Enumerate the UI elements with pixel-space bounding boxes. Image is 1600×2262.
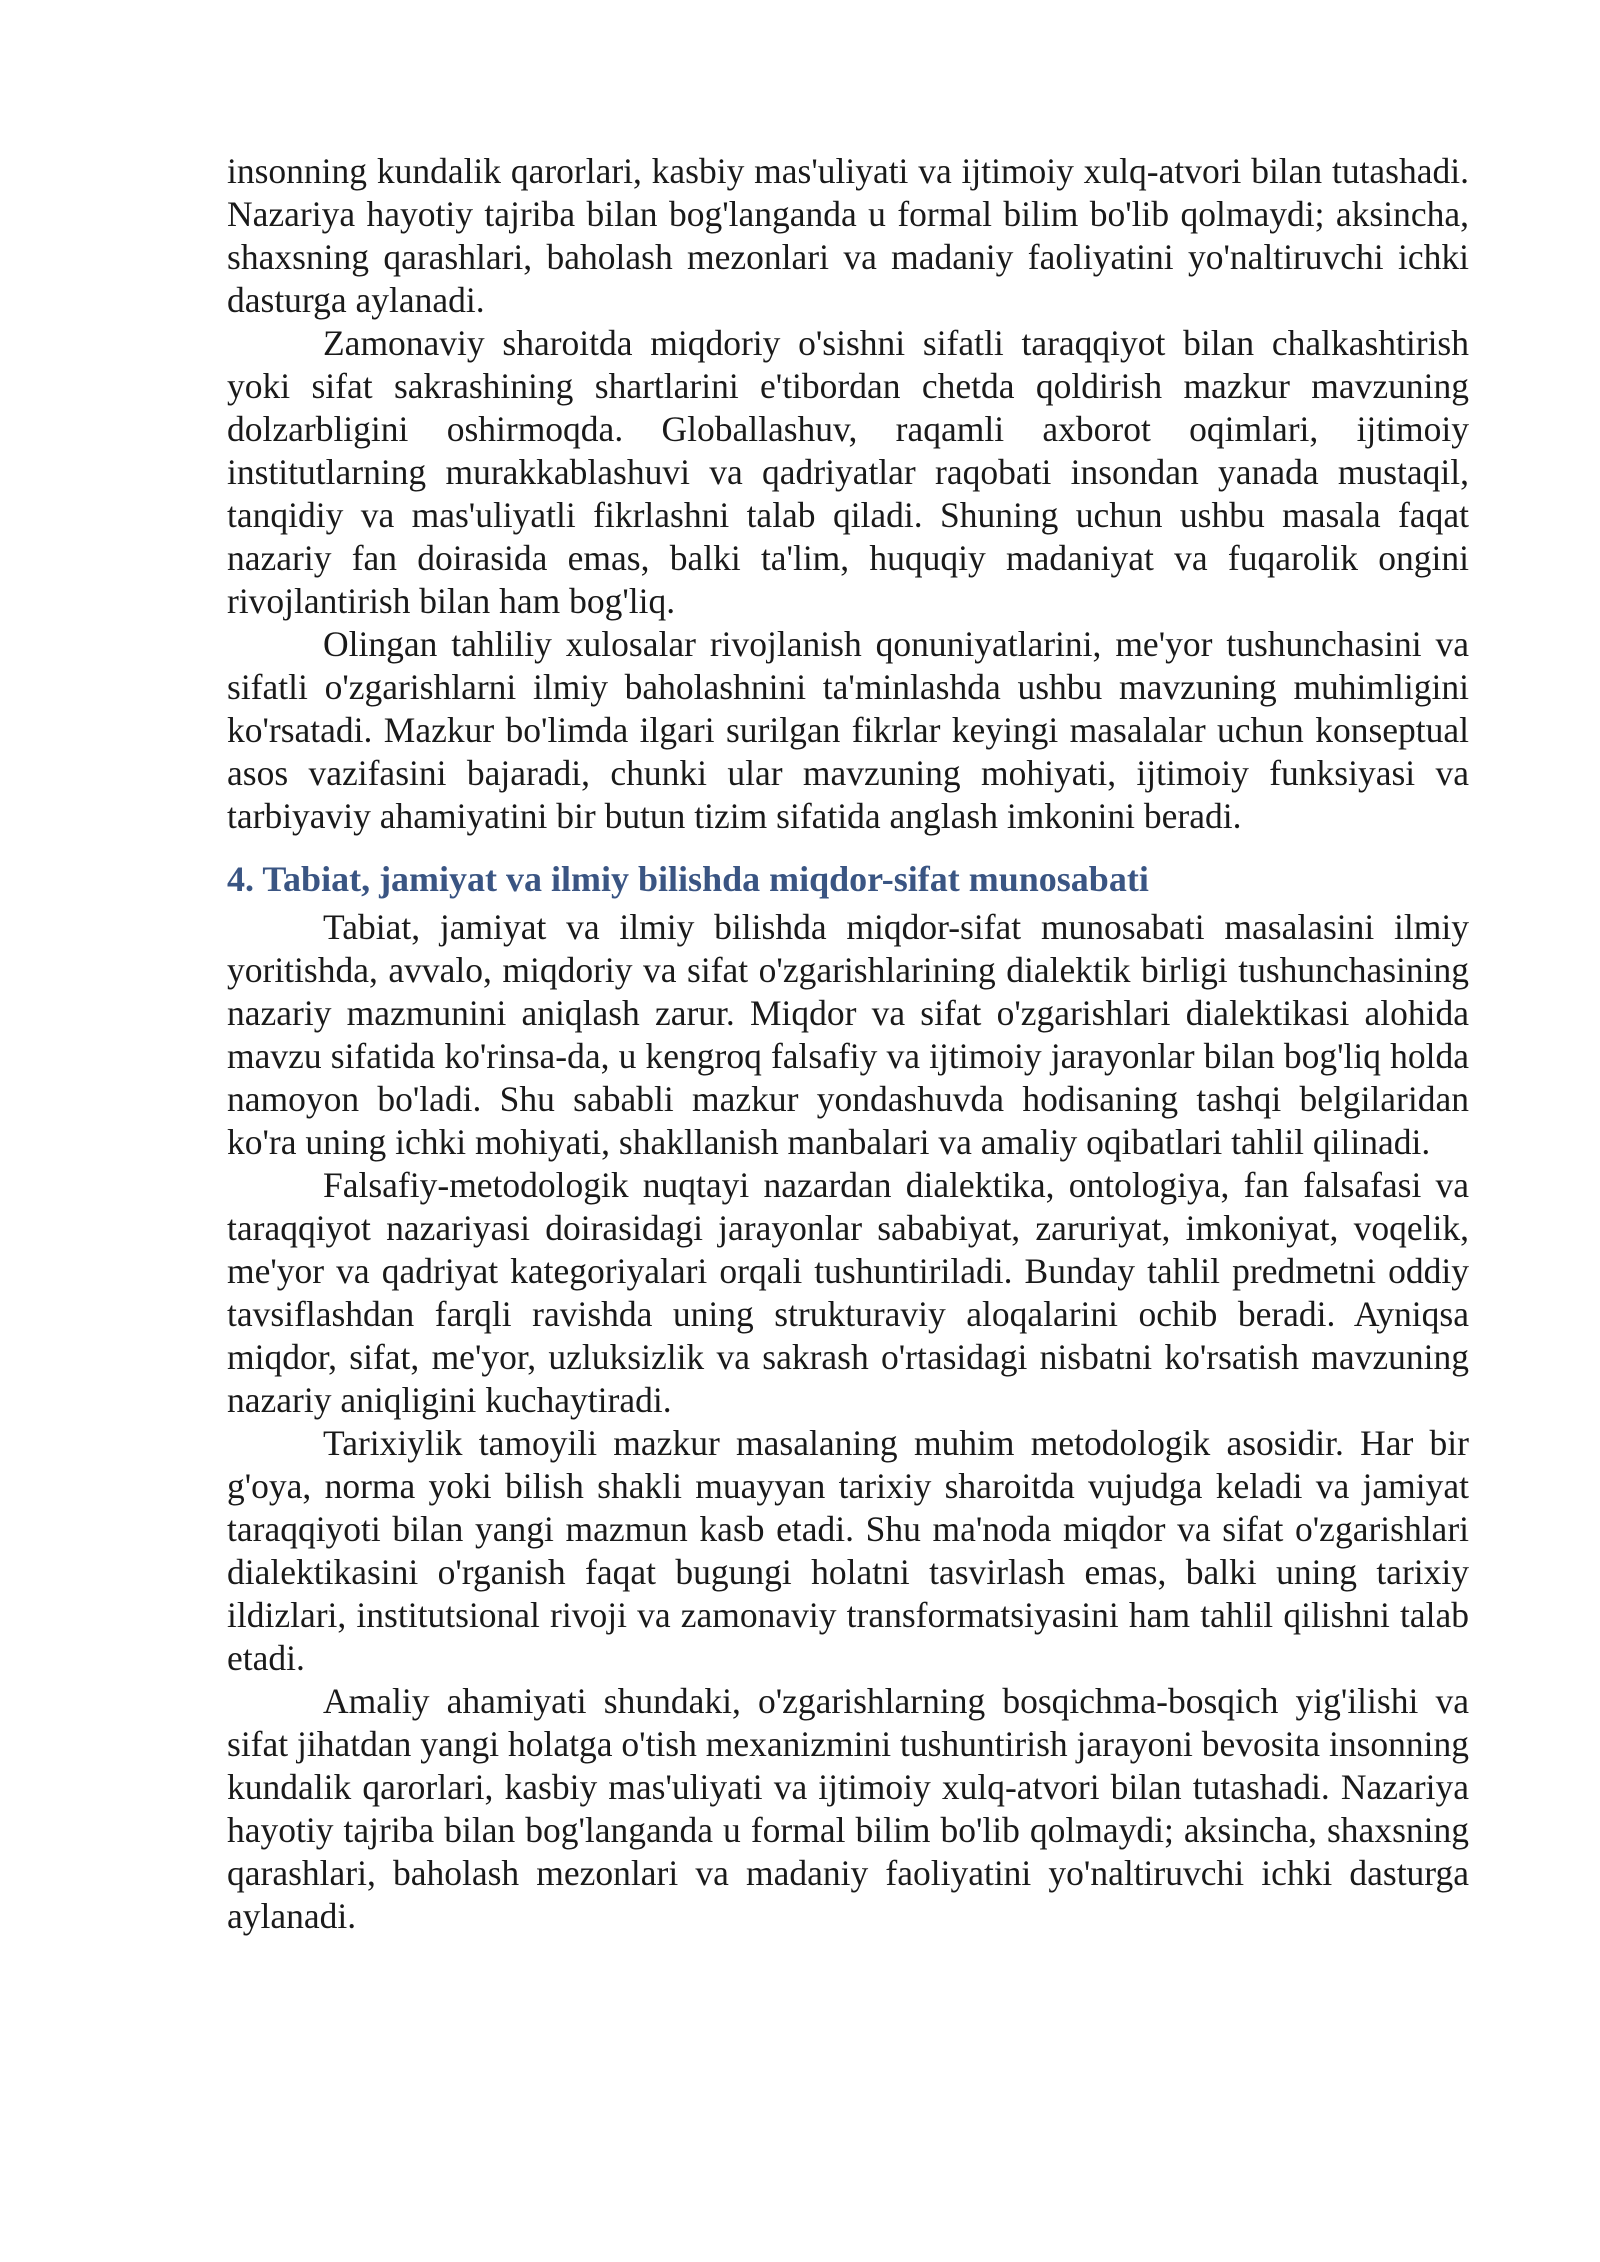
paragraph-historicism: Tarixiylik tamoyili mazkur masalaning muhim metodologik asosidir. Har bir g'oya, norma yoki bilish shakli muayyan tarixiy sharoitda vujudga keladi va jamiyat taraqqiyoti bilan yangi mazmun kasb etadi. Shu ma'noda miqdor va sifat o'zgarishlari dialektikasini o'rganish faqat bugungi holatni tasvirlash emas, balki uning tarixiy ildizlari, institutsional rivoji va zamonaviy transformatsiyasini ham tahlil qilishni talab etadi. [227, 1423, 1469, 1678]
paragraph-conclusions: Olingan tahliliy xulosalar rivojlanish qonuniyatlarini, me'yor tushunchasini va sifatli o'zgarishlarni ilmiy baholashnini ta'minlashda ushbu mavzuning muhimligini ko'rsatadi. Mazkur bo'limda ilgari surilgan fikrlar keyingi masalalar uchun konseptual asos vazifasini bajaradi, chunki ular mavzuning mohiyati, ijtimoiy funksiyasi va tarbiyaviy ahamiyatini bir butun tizim sifatida anglash imkonini beradi. [227, 624, 1469, 836]
paragraph-relevance: Zamonaviy sharoitda miqdoriy o'sishni sifatli taraqqiyot bilan chalkashtirish yoki sifat sakrashining shartlarini e'tibordan chetda qoldirish mazkur mavzuning dolzarbligini oshirmoqda. Globallashuv, raqamli axborot oqimlari, ijtimoiy institutlarning murakkablashuvi va qadriyatlar raqobati insondan yanada mustaqil, tanqidiy va mas'uliyatli fikrlashni talab qiladi. Shuning uchun ushbu masala faqat nazariy fan doirasida emas, balki ta'lim, huquqiy madaniyat va fuqarolik ongini rivojlantirish bilan ham bog'liq. [227, 323, 1469, 621]
paragraph-continued: insonning kundalik qarorlari, kasbiy mas'uliyati va ijtimoiy xulq-atvori bilan tutashadi. Nazariya hayotiy tajriba bilan bog'langanda u formal bilim bo'lib qolmaydi; aksincha, shaxsning qarashlari, baholash mezonlari va madaniy faoliyatini yo'naltiruvchi ichki dasturga aylanadi. [227, 151, 1469, 320]
paragraph-intro: Tabiat, jamiyat va ilmiy bilishda miqdor-sifat munosabati masalasini ilmiy yoritishda, avvalo, miqdoriy va sifat o'zgarishlarining dialektik birligi tushunchasining nazariy mazmunini aniqlash zarur. Miqdor va sifat o'zgarishlari dialektikasi alohida mavzu sifatida ko'rinsa-da, u kengroq falsafiy va ijtimoiy jarayonlar bilan bog'liq holda namoyon bo'ladi. Shu sababli mazkur yondashuvda hodisaning tashqi belgilaridan ko'ra uning ichki mohiyati, shakllanish manbalari va amaliy oqibatlari tahlil qilinadi. [227, 907, 1469, 1162]
section-heading: 4. Tabiat, jamiyat va ilmiy bilishda miqdor-sifat munosabati [227, 859, 1149, 899]
paragraph-practical: Amaliy ahamiyati shundaki, o'zgarishlarning bosqichma-bosqich yig'ilishi va sifat jihatdan yangi holatga o'tish mexanizmini tushuntirish jarayoni bevosita insonning kundalik qarorlari, kasbiy mas'uliyati va ijtimoiy xulq-atvori bilan tutashadi. Nazariya hayotiy tajriba bilan bog'langanda u formal bilim bo'lib qolmaydi; aksincha, shaxsning qarashlari, baholash mezonlari va madaniy faoliyatini yo'naltiruvchi ichki dasturga aylanadi. [227, 1681, 1469, 1936]
paragraph-methodology: Falsafiy-metodologik nuqtayi nazardan dialektika, ontologiya, fan falsafasi va taraqqiyot nazariyasi doirasidagi jarayonlar sababiyat, zaruriyat, imkoniyat, voqelik, me'yor va qadriyat kategoriyalari orqali tushuntiriladi. Bunday tahlil predmetni oddiy tavsiflashdan farqli ravishda uning strukturaviy aloqalarini ochib beradi. Ayniqsa miqdor, sifat, me'yor, uzluksizlik va sakrash o'rtasidagi nisbatni ko'rsatish mavzuning nazariy aniqligini kuchaytiradi. [227, 1165, 1469, 1420]
document-page [227, 150, 1469, 1938]
